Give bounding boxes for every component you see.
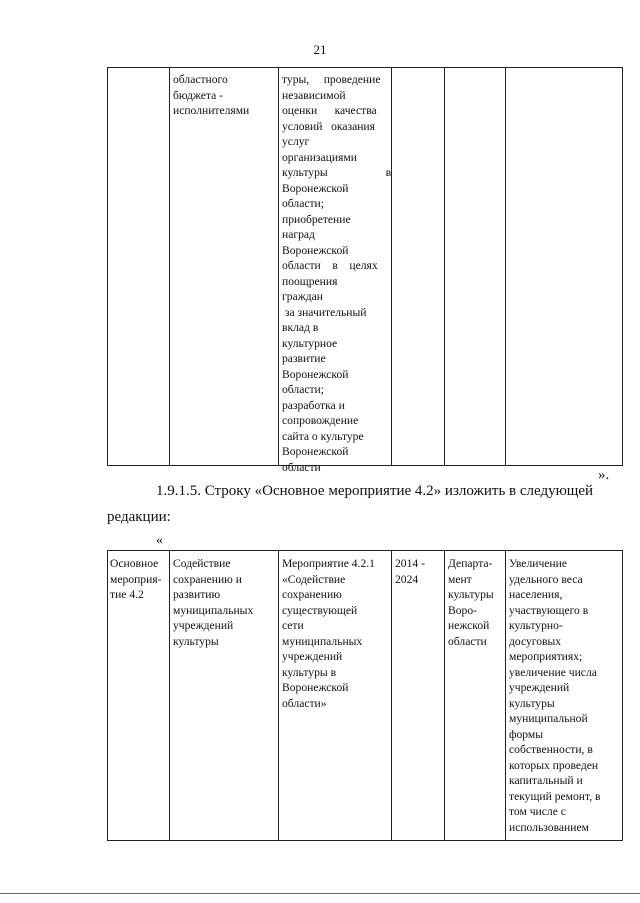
table2-cell-name: Содействие сохранению и развитию муниципальных учреждений культуры — [173, 557, 254, 648]
closing-quote-mark: ». — [598, 467, 610, 483]
table1-col-divider — [505, 67, 506, 466]
paragraph-line-2: редакции: — [107, 509, 171, 525]
table1-col-divider — [622, 67, 623, 466]
table2-cell-period: 2014 - 2024 — [395, 557, 425, 586]
table1-cell-executors: областного бюджета - исполнителями — [173, 73, 250, 117]
opening-quote-mark: « — [156, 533, 163, 548]
table2-col-divider — [169, 550, 170, 841]
footer-rule — [0, 893, 640, 894]
table2-col-divider — [444, 550, 445, 841]
table2-bottom-border — [107, 840, 623, 841]
table1-col-divider — [444, 67, 445, 466]
table2-cell-executor: Департа- мент культуры Воро- нежской области — [448, 557, 494, 648]
table2-col-divider — [505, 550, 506, 841]
table2-cell-status: Основное мероприя- тие 4.2 — [110, 557, 162, 601]
table2-col-divider — [278, 550, 279, 841]
table1-col-divider — [391, 67, 392, 466]
paragraph-line-1: 1.9.1.5. Строку «Основное мероприятие 4.2» изложить в следующей — [156, 483, 594, 499]
table2-col-divider — [622, 550, 623, 841]
table2-cell-result: Увеличение удельного веса населения, участвующего в культурно- досуговых мероприятиях; увеличение числа учреждений культуры муниципальной формы собственности, в которых проведен капитальный и текущий ремонт, в том числе с использованием — [509, 557, 601, 834]
table1-cell-activities: туры, проведение независимой оценки качества условий оказания услуг организациями культуры в Воронежской области; приобретение наград Воронежской области в целях поощрения граждан за значительный вклад в культурное развитие Воронежской области; разработка и сопровождение сайта о культуре Воронежской области — [282, 73, 392, 474]
page-number: 21 — [313, 42, 327, 57]
table2-cell-activity: Мероприятие 4.2.1 «Содействие сохранению существующей сети муниципальных учреждений культуры в Воронежской области» — [282, 557, 375, 710]
table2-col-divider — [107, 550, 108, 841]
table1-col-divider — [169, 67, 170, 466]
table1-col-divider — [278, 67, 279, 466]
table1-top-border — [107, 67, 623, 68]
table2-col-divider — [391, 550, 392, 841]
table2-top-border — [107, 550, 623, 551]
table1-col-divider — [107, 67, 108, 466]
